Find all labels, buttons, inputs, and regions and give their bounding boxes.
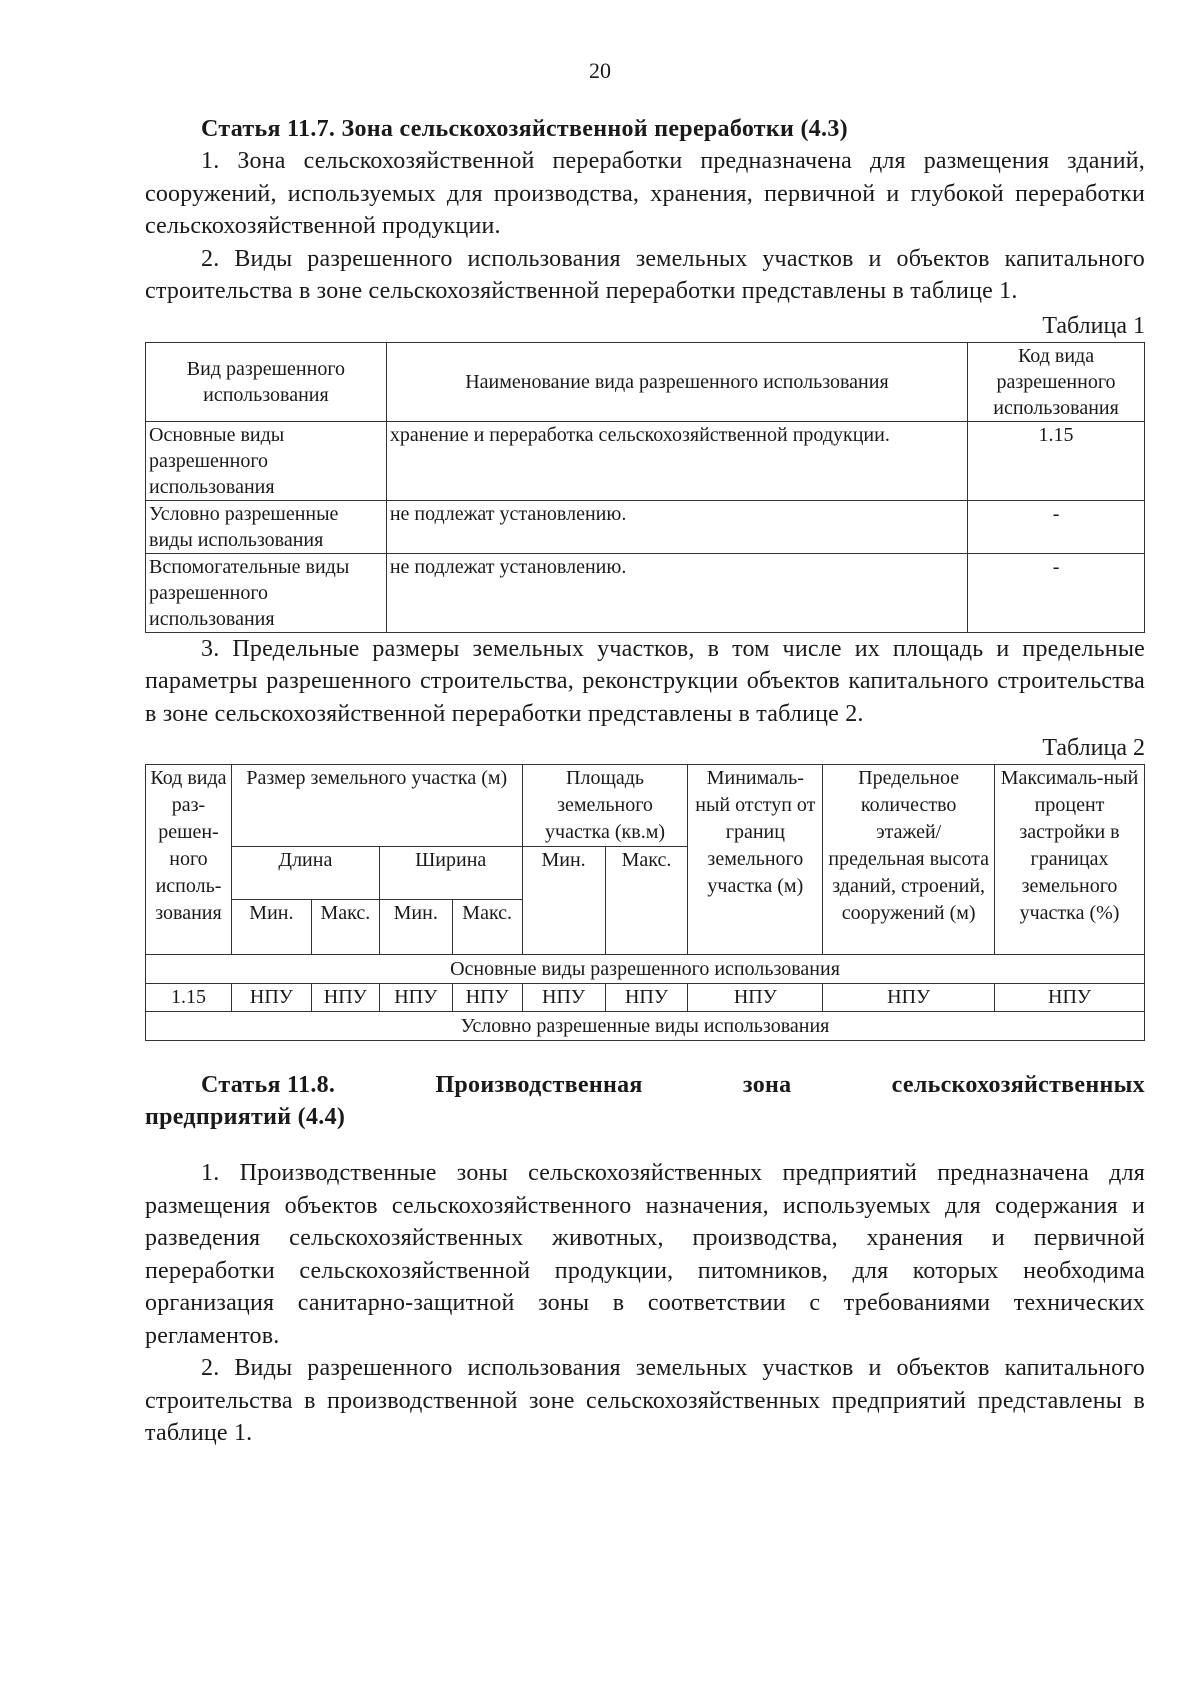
table-1-cell-name: не подлежат установлению. (386, 500, 967, 553)
table-row (146, 984, 1145, 1012)
table-2-header-coverage: Максималь-ный процент застройки в границах земельного участка (%) (995, 765, 1145, 955)
table-2-cell: НПУ (231, 984, 311, 1012)
table-2-cell-code: 1.15 (146, 984, 232, 1012)
table-2-section-conditional-label: Условно разрешенные виды использования (146, 1012, 1145, 1041)
table-1-cell-code: 1.15 (968, 421, 1145, 500)
page-number: 20 (589, 58, 611, 83)
table-2-section-conditional (146, 1012, 1145, 1041)
article-11-7-paragraph-2: 2. Виды разрешенного использования земельных участков и объектов капитального строительства в зоне сельскохозяйственной переработки представлены в таблице 1. (145, 245, 1145, 304)
table-1-caption: Таблица 1 (1042, 312, 1145, 339)
table-2-header-width-min: Мин. (379, 900, 452, 955)
article-11-7-paragraph-1: 1. Зона сельскохозяйственной переработки предназначена для размещения зданий, сооружений, используемых для производства, хранения, первичной и глубокой переработки сельскохозяйственной продукции. (145, 148, 1145, 239)
table-2-header-row-1 (146, 765, 1145, 847)
article-11-8-heading-word-1: Производственная (435, 1072, 643, 1098)
table-1-header-type: Вид разрешенного использования (146, 342, 387, 421)
article-11-7-paragraph-3: 3. Предельные размеры земельных участков, в том числе их площадь и предельные параметры разрешенного строительства, реконструкции объектов капитального строительства в зоне сельскохозяйственной переработки представлены в таблице 2. (145, 635, 1145, 727)
table-2-header-setback: Минималь-ный отступ от границ земельного участка (м) (688, 765, 823, 955)
table-2-header-length: Длина (231, 847, 379, 900)
table-1-cell-type: Вспомогательные виды разрешенного использования (146, 553, 387, 632)
article-11-8-heading-word-2: зона (742, 1072, 792, 1098)
table-row (146, 421, 1145, 500)
table-2-cell: НПУ (823, 984, 995, 1012)
table-1-header-code: Код вида разрешенного использования (968, 342, 1145, 421)
table-1-cell-code: - (968, 553, 1145, 632)
table-1-header-row (146, 342, 1145, 421)
table-2-section-main-label: Основные виды разрешенного использования (146, 955, 1145, 984)
table-1 (145, 342, 1145, 633)
article-11-8-paragraph-1: 1. Производственные зоны сельскохозяйственных предприятий предназначена для размещения объектов сельскохозяйственного назначения, используемых для содержания и разведения сельскохозяйственных животных, производства, хранения и первичной переработки сельскохозяйственной продукции, питомников, для которых необходима организация санитарно-защитной зоны в соответствии с требованиями технических регламентов. (145, 1160, 1145, 1349)
table-1-header-name: Наименование вида разрешенного использования (386, 342, 967, 421)
table-2-header-length-min: Мин. (231, 900, 311, 955)
article-11-7-heading: Статья 11.7. Зона сельскохозяйственной переработки (4.3) (201, 116, 848, 142)
table-1-cell-name: хранение и переработка сельскохозяйственной продукции. (386, 421, 967, 500)
table-1-cell-type: Основные виды разрешенного использования (146, 421, 387, 500)
table-2-cell: НПУ (522, 984, 605, 1012)
article-11-8-heading-line-2: предприятий (4.4) (145, 1104, 346, 1130)
table-2-cell: НПУ (452, 984, 522, 1012)
table-1-cell-type: Условно разрешенные виды использования (146, 500, 387, 553)
table-row (146, 553, 1145, 632)
table-2-cell: НПУ (379, 984, 452, 1012)
table-2-header-size: Размер земельного участка (м) (231, 765, 522, 847)
table-2-cell: НПУ (995, 984, 1145, 1012)
article-11-8-heading-number: Статья 11.8. (201, 1072, 336, 1098)
article-11-8-heading-word-3: сельскохозяйственных (891, 1072, 1145, 1098)
table-1-cell-code: - (968, 500, 1145, 553)
table-2-header-floors: Предельное количество этажей/ предельная высота зданий, строений, сооружений (м) (823, 765, 995, 955)
table-2 (145, 764, 1145, 1041)
document-body (145, 113, 1145, 1450)
table-2-header-area-max: Макс. (605, 847, 688, 955)
article-11-8-heading (145, 1069, 1145, 1133)
table-2-header-area-min: Мин. (522, 847, 605, 955)
table-2-header-width-max: Макс. (452, 900, 522, 955)
table-2-section-main (146, 955, 1145, 984)
table-2-cell: НПУ (688, 984, 823, 1012)
table-2-header-area: Площадь земельного участка (кв.м) (522, 765, 688, 847)
table-2-header-code: Код вида раз-решен-ного исполь-зования (146, 765, 232, 955)
table-2-header-width: Ширина (379, 847, 522, 900)
table-1-cell-name: не подлежат установлению. (386, 553, 967, 632)
table-2-caption: Таблица 2 (1042, 735, 1145, 761)
table-2-cell: НПУ (311, 984, 379, 1012)
table-2-cell: НПУ (605, 984, 688, 1012)
table-row (146, 500, 1145, 553)
article-11-8-paragraph-2: 2. Виды разрешенного использования земельных участков и объектов капитального строительства в производственной зоне сельскохозяйственных предприятий представлены в таблице 1. (145, 1355, 1145, 1446)
table-2-header-length-max: Макс. (311, 900, 379, 955)
